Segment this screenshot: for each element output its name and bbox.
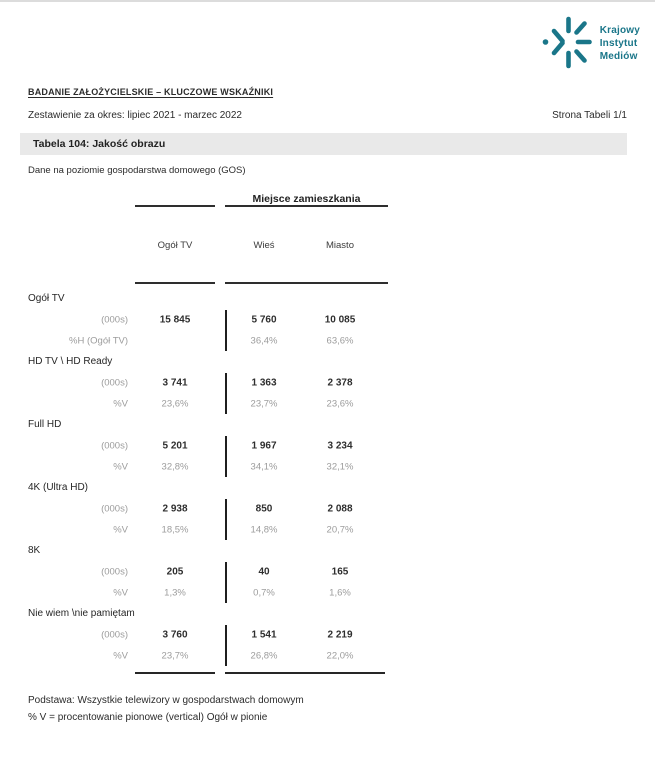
value-wies: 1 541 xyxy=(251,629,277,641)
section-label: Ogół TV xyxy=(28,293,65,304)
column-divider xyxy=(225,625,227,666)
column-group-header: Miejsce zamieszkania xyxy=(252,193,361,205)
row-label: (000s) xyxy=(101,629,128,641)
row-label: %H (Ogół TV) xyxy=(69,335,128,347)
table-row xyxy=(0,624,655,646)
table-section-8k xyxy=(0,541,655,604)
value-wies: 1 967 xyxy=(251,440,277,452)
value-wies: 26,8% xyxy=(250,650,278,662)
value-miasto: 23,6% xyxy=(326,398,354,410)
value-ogol: 3 741 xyxy=(162,377,188,389)
value-wies: 850 xyxy=(255,503,273,515)
value-ogol: 5 201 xyxy=(162,440,188,452)
row-label: %V xyxy=(113,398,128,410)
column-header-wies: Wieś xyxy=(253,240,275,251)
table-title-band xyxy=(20,133,627,155)
table-section-full-hd xyxy=(0,415,655,478)
table-section-hd-tv xyxy=(0,352,655,415)
row-label: (000s) xyxy=(101,503,128,515)
table-row xyxy=(0,309,655,331)
column-header-ogol-tv: Ogół TV xyxy=(157,240,193,251)
table-section-4k xyxy=(0,478,655,541)
table-row xyxy=(0,561,655,583)
column-divider xyxy=(225,499,227,540)
value-miasto: 1,6% xyxy=(329,587,351,599)
table-title: Tabela 104: Jakość obrazu xyxy=(33,138,166,150)
row-label: %V xyxy=(113,461,128,473)
row-label: (000s) xyxy=(101,440,128,452)
value-miasto: 2 219 xyxy=(327,629,353,641)
page-indicator: Strona Tabeli 1/1 xyxy=(552,110,627,121)
value-wies: 23,7% xyxy=(250,398,278,410)
row-label: %V xyxy=(113,524,128,536)
rule-group-mid xyxy=(225,282,388,284)
value-wies: 0,7% xyxy=(253,587,275,599)
logo xyxy=(541,14,640,72)
table-row xyxy=(0,646,655,668)
section-label: Nie wiem \nie pamiętam xyxy=(28,608,135,619)
row-label: %V xyxy=(113,650,128,662)
column-divider xyxy=(225,562,227,603)
value-ogol: 15 845 xyxy=(159,314,191,326)
value-miasto: 20,7% xyxy=(326,524,354,536)
page-top-border xyxy=(0,0,655,2)
row-label: (000s) xyxy=(101,566,128,578)
column-divider xyxy=(225,373,227,414)
value-wies: 5 760 xyxy=(251,314,277,326)
value-wies: 36,4% xyxy=(250,335,278,347)
row-label: (000s) xyxy=(101,314,128,326)
value-miasto: 2 088 xyxy=(327,503,353,515)
value-wies: 34,1% xyxy=(250,461,278,473)
rule-ogol-mid xyxy=(135,282,215,284)
table-row xyxy=(0,372,655,394)
report-period: Zestawienie za okres: lipiec 2021 - marzec 2022 xyxy=(28,110,242,121)
value-ogol: 2 938 xyxy=(162,503,188,515)
column-divider xyxy=(225,310,227,351)
table-subtitle: Dane na poziomie gospodarstwa domowego (GOS) xyxy=(28,165,246,176)
document-title: BADANIE ZAŁOŻYCIELSKIE – KLUCZOWE WSKAŹNIKI xyxy=(28,87,274,97)
value-ogol: 18,5% xyxy=(161,524,189,536)
value-wies: 14,8% xyxy=(250,524,278,536)
row-label: (000s) xyxy=(101,377,128,389)
table-row xyxy=(0,498,655,520)
kim-starburst-icon xyxy=(541,14,593,72)
section-label: Full HD xyxy=(28,419,62,430)
logo-line-2: Instytut xyxy=(599,37,638,49)
row-label: %V xyxy=(113,587,128,599)
value-miasto: 3 234 xyxy=(327,440,353,452)
value-ogol: 23,7% xyxy=(161,650,189,662)
rule-group-top xyxy=(225,205,388,207)
rule-ogol-top xyxy=(135,205,215,207)
rule-ogol-bottom xyxy=(135,672,215,674)
value-ogol: 1,3% xyxy=(164,587,186,599)
table-body xyxy=(0,289,655,667)
table-row xyxy=(0,394,655,416)
rule-group-bottom xyxy=(225,672,385,674)
value-miasto: 10 085 xyxy=(324,314,356,326)
value-miasto: 63,6% xyxy=(326,335,354,347)
table-row xyxy=(0,435,655,457)
footnote-base: Podstawa: Wszystkie telewizory w gospodarstwach domowym xyxy=(28,695,304,706)
table-section-nie-wiem xyxy=(0,604,655,667)
column-header-miasto: Miasto xyxy=(326,240,354,251)
column-divider xyxy=(225,436,227,477)
value-miasto: 165 xyxy=(331,566,349,578)
logo-wordmark xyxy=(600,24,640,63)
value-miasto: 2 378 xyxy=(327,377,353,389)
table-section-ogol-tv xyxy=(0,289,655,352)
value-ogol: 32,8% xyxy=(161,461,189,473)
logo-line-3: Mediów xyxy=(599,50,638,62)
table-row xyxy=(0,457,655,479)
section-label: 4K (Ultra HD) xyxy=(28,482,89,493)
section-label: HD TV \ HD Ready xyxy=(28,356,113,367)
value-miasto: 32,1% xyxy=(326,461,354,473)
logo-line-1: Krajowy xyxy=(599,24,640,36)
value-miasto: 22,0% xyxy=(326,650,354,662)
table-row xyxy=(0,583,655,605)
value-ogol: 23,6% xyxy=(161,398,189,410)
footnote-percent-definition: % V = procentowanie pionowe (vertical) Ogół w pionie xyxy=(28,712,268,723)
value-wies: 1 363 xyxy=(251,377,277,389)
value-ogol: 3 760 xyxy=(162,629,188,641)
table-row xyxy=(0,520,655,542)
value-wies: 40 xyxy=(258,566,270,578)
table-row xyxy=(0,331,655,353)
value-ogol: 205 xyxy=(166,566,184,578)
section-label: 8K xyxy=(28,545,41,556)
